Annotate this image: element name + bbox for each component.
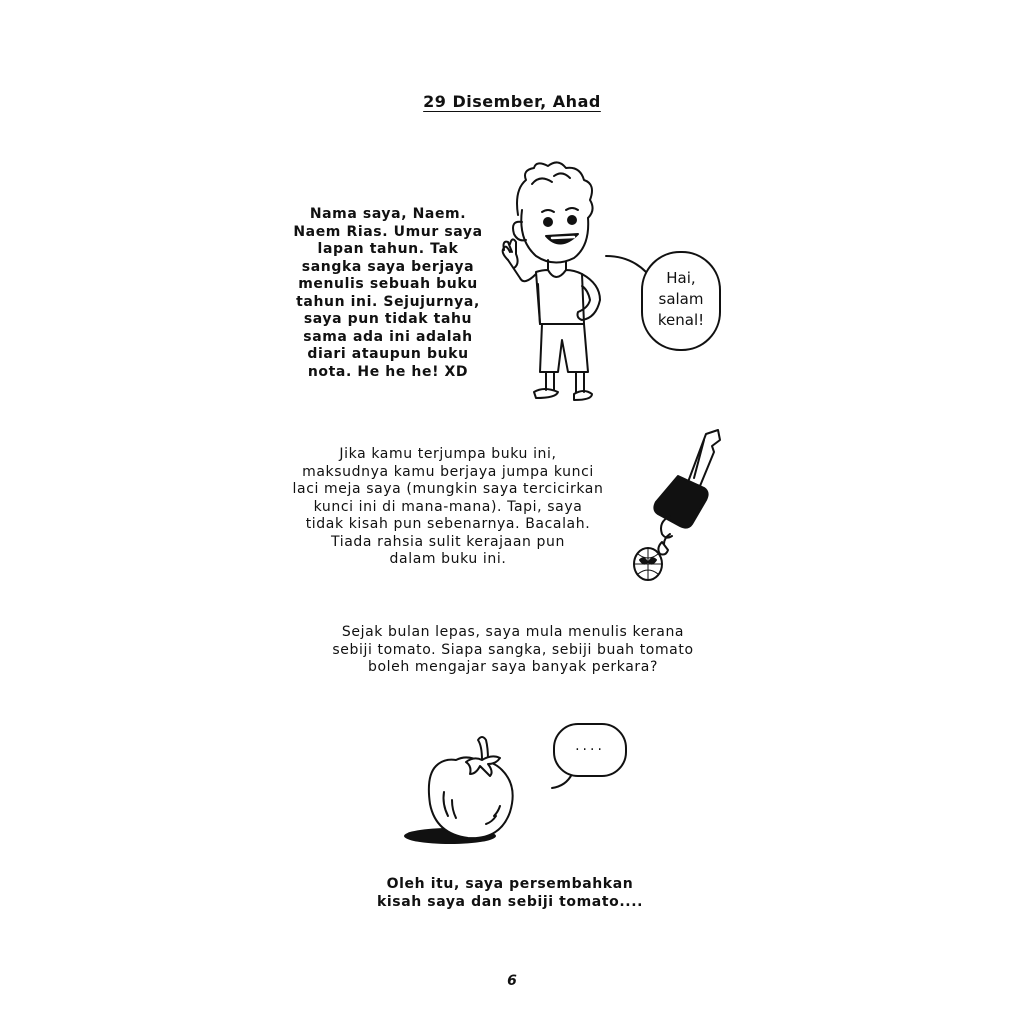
intro-text: Nama saya, Naem. Naem Rias. Umur saya lapan tahun. Tak sangka saya berjaya menulis sebuah buku tahun ini. Sejujurnya, saya pun tidak tahu sama ada ini adalah diari ataupun buku nota. bbox=[293, 206, 483, 380]
tomato-paragraph: Sejak bulan lepas, saya mula menulis kerana sebiji tomato. Siapa sangka, sebiji buah tomato boleh mengajar saya banyak perkara? bbox=[332, 624, 694, 675]
key-illustration bbox=[620, 426, 740, 586]
key-paragraph: Jika kamu terjumpa buku ini, maksudnya kamu berjaya jumpa kunci laci meja saya (mungkin saya tercicirkan kunci ini di mana-mana). Tapi, saya tidak kisah pun sebenarnya. Bacalah. Tiada rahsia sulit kerajaan pun dalam buku ini. bbox=[292, 446, 604, 567]
intro-paragraph bbox=[268, 206, 508, 381]
closing-paragraph: Oleh itu, saya persembahkan kisah saya dan sebiji tomato.... bbox=[376, 876, 644, 910]
entry-date bbox=[0, 92, 1024, 111]
page-number: 6 bbox=[507, 973, 517, 989]
tomato-illustration bbox=[396, 716, 636, 856]
intro-laugh: He he he! XD bbox=[351, 363, 469, 380]
speech-bubble-text: Hai, salam kenal! bbox=[657, 269, 705, 329]
tomato-bubble-text: .... bbox=[575, 738, 605, 754]
entry-date-text: 29 Disember, Ahad bbox=[423, 92, 601, 111]
